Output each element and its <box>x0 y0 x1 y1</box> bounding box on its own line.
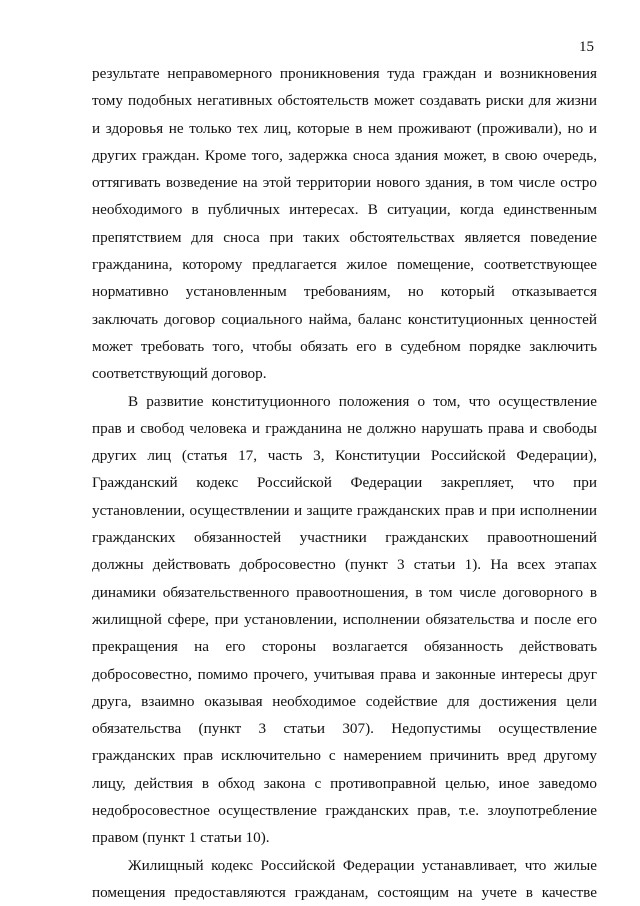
text-line: оттягивать возведение на этой территории нового здания, в том числе остро <box>92 174 597 192</box>
text-line: других граждан. Кроме того, задержка сноса здания может, в свою очередь, <box>92 146 597 164</box>
text-line: препятствием для сноса при таких обстоятельствах является поведение <box>92 228 597 246</box>
text-line: гражданских обязанностей участники гражданских правоотношений <box>92 529 597 547</box>
text-line: Жилищный кодекс Российской Федерации устанавливает, что жилые <box>128 856 597 874</box>
text-line: помещения предоставляются гражданам, состоящим на учете в качестве <box>92 883 597 901</box>
text-line: нормативно установленным требованиям, но который отказывается <box>92 283 597 301</box>
text-line: гражданских прав исключительно с намерением причинить вред другому <box>92 747 597 765</box>
text-line: недобросовестное осуществление гражданских прав, т.е. злоупотребление <box>92 802 597 820</box>
document-body <box>92 60 597 906</box>
text-line: может требовать того, чтобы обязать его в судебном порядке заключить <box>92 337 597 355</box>
text-line: соответствующий договор. <box>92 365 267 383</box>
text-line: должны действовать добросовестно (пункт 3 статьи 1). На всех этапах <box>92 556 597 574</box>
text-line: лицу, действия в обход закона с противоправной целью, иное заведомо <box>92 774 597 792</box>
paragraph <box>92 852 597 906</box>
text-line: заключать договор социального найма, баланс конституционных ценностей <box>92 310 597 328</box>
paragraph <box>92 60 597 388</box>
paragraph <box>92 388 597 852</box>
text-line: и здоровья не только тех лиц, которые в нем проживают (проживали), но и <box>92 119 597 137</box>
text-line: жилищной сфере, при установлении, исполнении обязательства и после его <box>92 610 597 628</box>
text-line: результате неправомерного проникновения туда граждан и возникновения <box>92 65 597 82</box>
text-line: других лиц (статья 17, часть 3, Конституции Российской Федерации), <box>92 447 597 465</box>
text-line: гражданина, которому предлагается жилое помещение, соответствующее <box>92 256 597 274</box>
text-line: Гражданский кодекс Российской Федерации закрепляет, что при <box>92 474 597 492</box>
text-line: необходимого в публичных интересах. В ситуации, когда единственным <box>92 201 597 219</box>
text-line: прекращения на его стороны возлагается обязанность действовать <box>92 638 597 656</box>
text-line: В развитие конституционного положения о том, что осуществление <box>128 392 597 410</box>
text-line: правом (пункт 1 статьи 10). <box>92 829 270 847</box>
text-line: установлении, осуществлении и защите гражданских прав и при исполнении <box>92 501 597 519</box>
page-number: 15 <box>579 39 594 55</box>
text-line: обязательства (пункт 3 статьи 307). Недопустимы осуществление <box>92 720 597 738</box>
text-line: тому подобных негативных обстоятельств может создавать риски для жизни <box>92 92 597 110</box>
text-line: добросовестно, помимо прочего, учитывая права и законные интересы друг <box>92 665 597 683</box>
text-line: динамики обязательственного правоотношения, в том числе договорного в <box>92 583 597 601</box>
text-line: прав и свобод человека и гражданина не должно нарушать права и свободы <box>92 419 597 437</box>
text-line: друга, взаимно оказывая необходимое содействие для достижения цели <box>92 692 597 710</box>
